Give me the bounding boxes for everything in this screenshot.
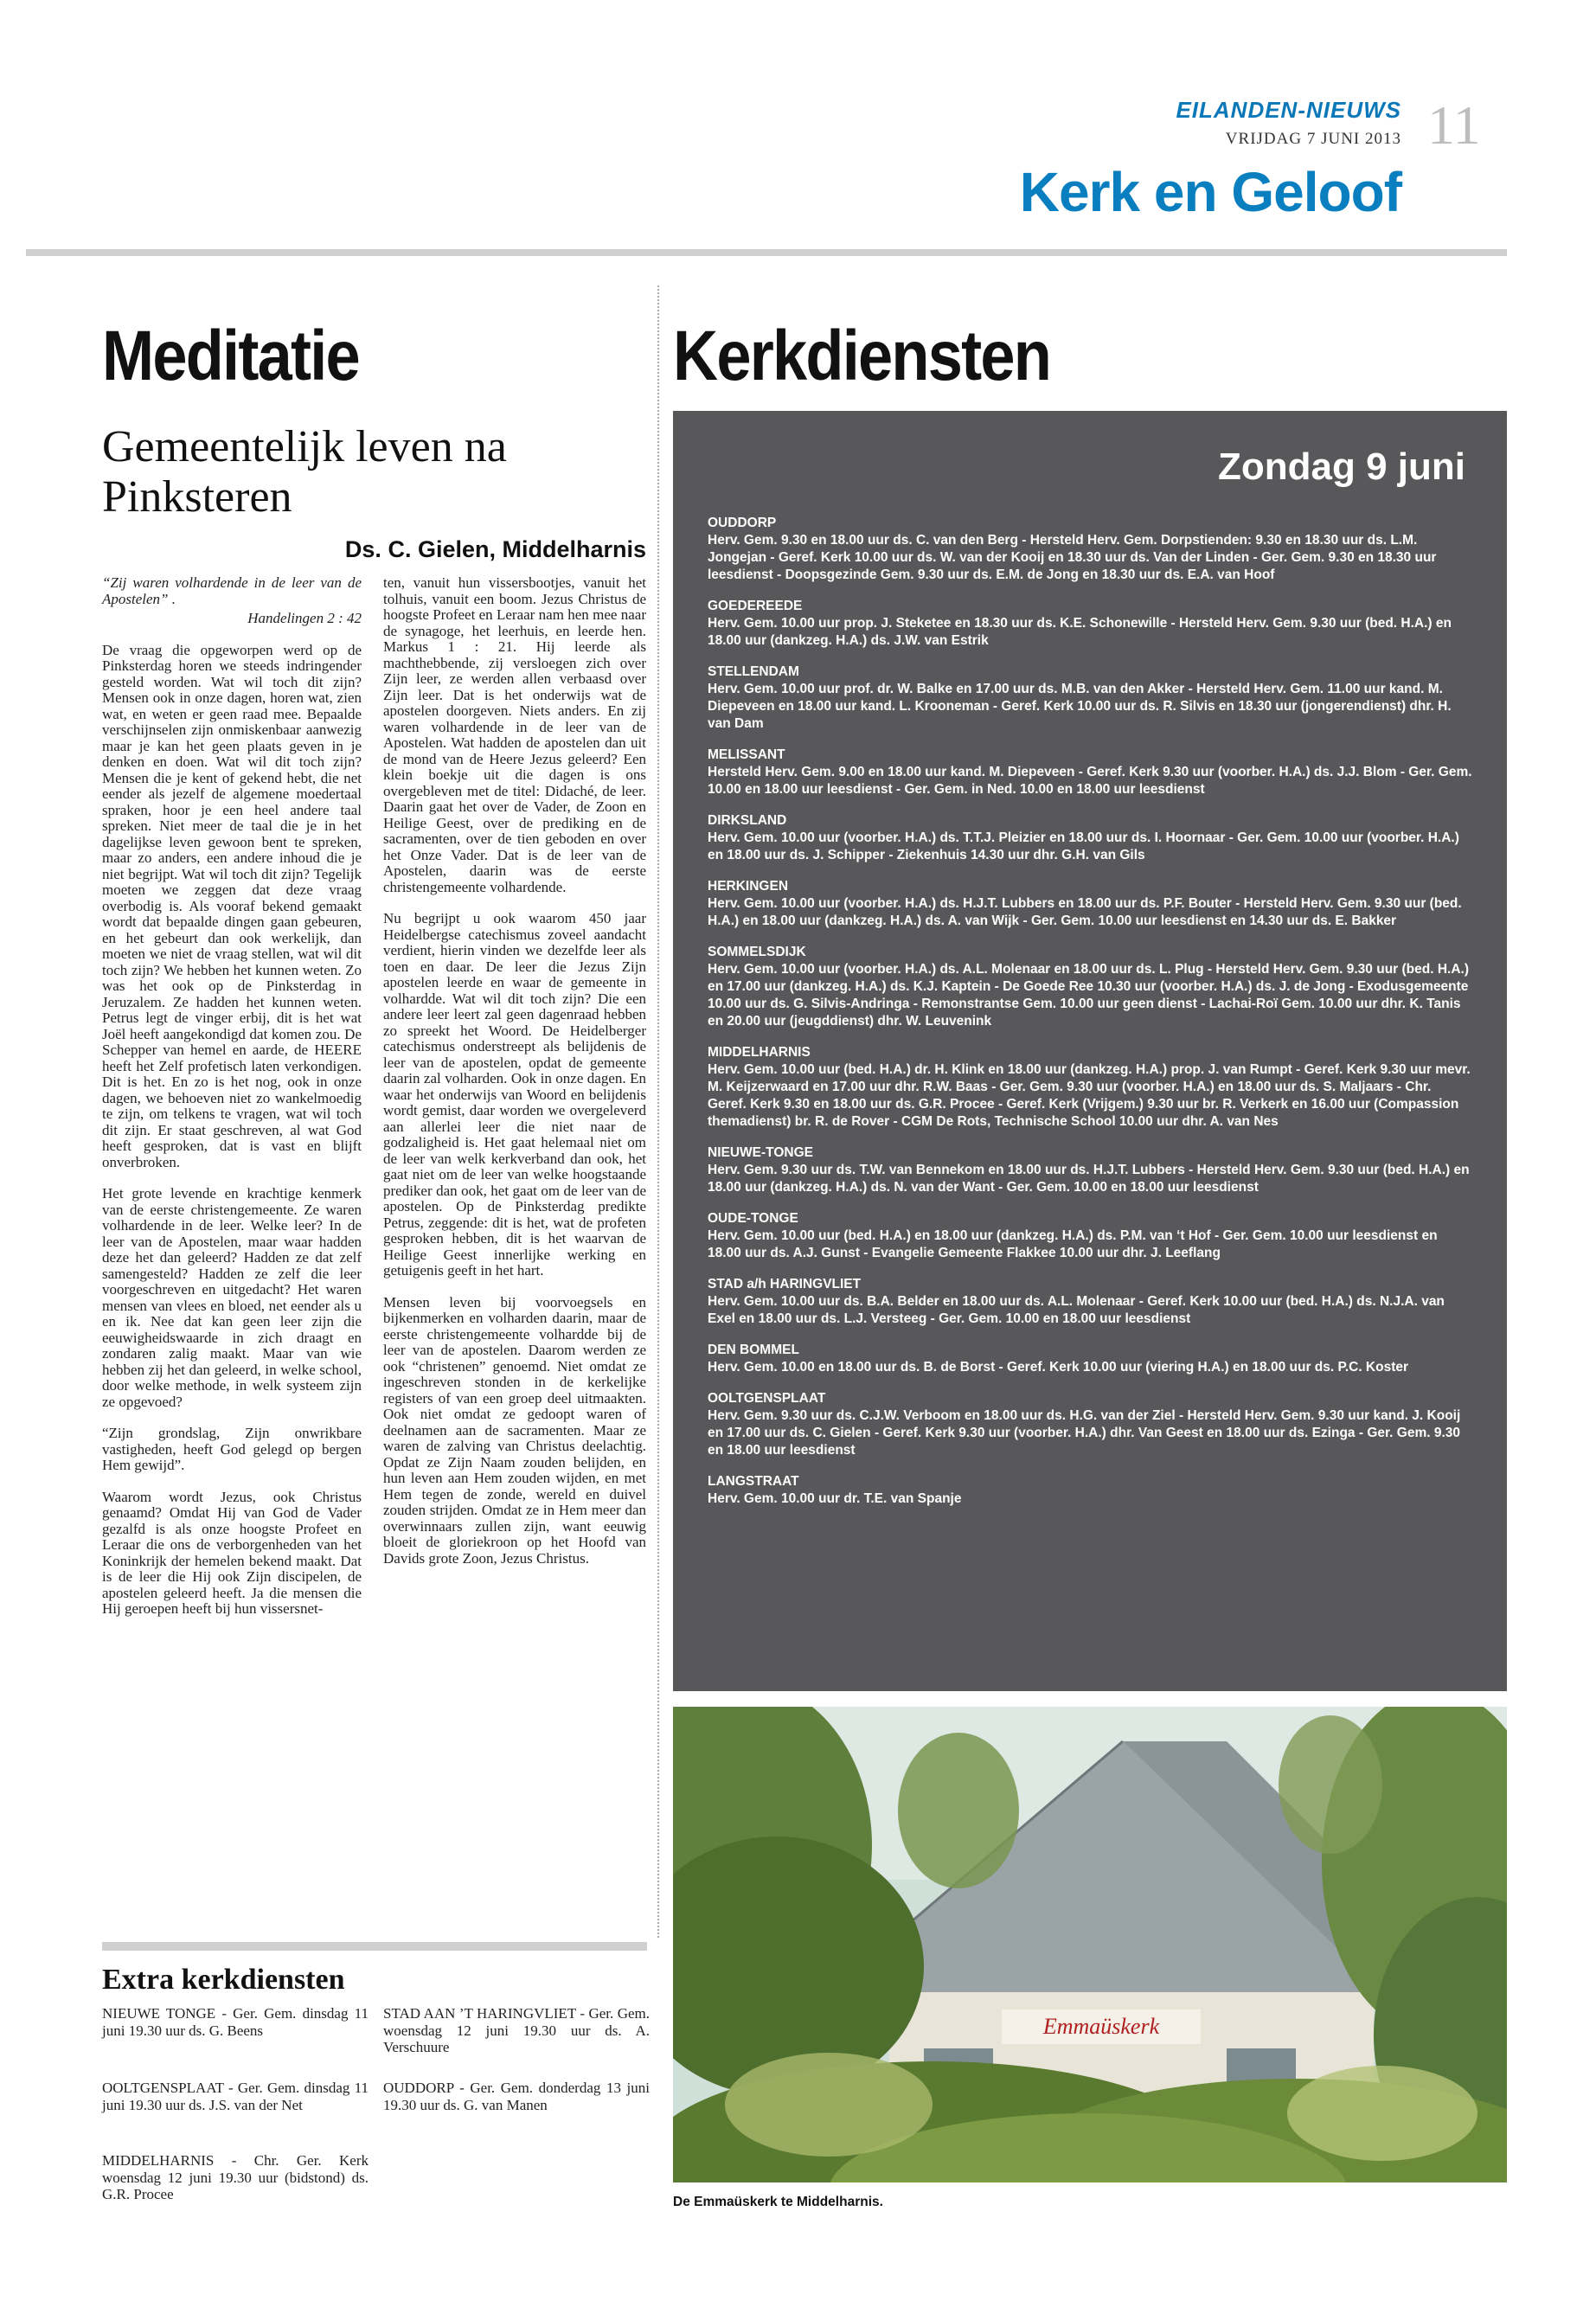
extra-item: STAD AAN ’T HARINGVLIET - Ger. Gem. woensdag 12 juni 19.30 uur ds. A. Verschuure (383, 2005, 650, 2055)
paragraph: Mensen leven bij voorvoegsels en bijkenmerken en volharden daarin, maar de eerste christengemeente volhardde bij de leer van de apostelen. Daarom werden ze ook “christenen” genoemd. Niet omdat ze ingeschreven stonden in de kerkelijke registers of van een groep deel uitmaakten. Ook niet omdat ze gedoopt waren of deelnamen aan de sacramenten. Maar ze waren de zalving van Christus deelachtig. Opdat ze Zijn Naam zouden belijden, en hun leven aan Hem zouden wijden, en met Hem tegen de zonde, wereld en duivel zouden strijden. Omdat ze in Hem meer dan overwinnaars zullen zijn, want eeuwig bloeit de gloriekroon op het Hoofd van Davids grote Zoon, Jezus Christus. (383, 1293, 646, 1567)
paragraph: “Zijn grondslag, Zijn onwrikbare vastigheden, heeft God gelegd op bergen Hem gewijd”. (102, 1425, 362, 1473)
service-text: Herv. Gem. 10.00 uur (voorber. H.A.) ds. H.J.T. Lubbers en 18.00 uur ds. P.F. Bouter - Hersteld Herv. Gem. 9.30 uur (bed. H.A.) en 18.00 uur (dankzeg. H.A.) ds. A. van Wijk - Ger. Gem. 10.00 uur leesdienst en 14.30 uur ds. E. Bakker (708, 896, 1462, 928)
paragraph: ten, vanuit hun vissersbootjes, vanuit het tolhuis, vanuit een boom. Jezus Christus de hoogste Profeet en Leraar nam hen mee naar de synagoge, het leerhuis, en leerde hen. Markus 1 : 21. Hij leerde als machthebbende, zij versloegen zich over Zijn leer, ze werden allen verbaasd over Zijn leer. Dat is het onderwijs wat de apostelen doorgeven. Niets anders. En zij waren volhardende in de leer van de Apostelen. Wat hadden de apostelen dan uit de mond van de Heere Jezus geleerd? Een klein boekje uit die dagen is ons overgebleven met de titel: Didaché, de leer. Daarin gaat het over de Vader, de Zoon en Heilige Geest, over de prediking en de sacramenten, over de tien geboden en over het Onze Vader. Dat is de leer van de Apostelen, daarin was de eerste christengemeente volhardende. (383, 574, 646, 895)
service-text: Herv. Gem. 10.00 uur (bed. H.A.) en 18.00 uur (dankzeg. H.A.) ds. P.M. van ‘t Hof - Ger. Gem. 10.00 uur leesdienst en 18.00 uur ds. A.J. Gunst - Evangelie Gemeente Flakkee 10.00 uur dhr. J. Leeflang (708, 1228, 1438, 1260)
extra-title: Extra kerkdiensten (102, 1964, 345, 1996)
meditatie-heading: Meditatie (102, 317, 359, 395)
extra-item: NIEUWE TONGE - Ger. Gem. dinsdag 11 juni 19.30 uur ds. G. Beens (102, 2005, 369, 2039)
service-place: OOLTGENSPLAAT (708, 1391, 826, 1406)
service-place: STELLENDAM (708, 664, 799, 679)
scripture-reference: Handelingen 2 : 42 (247, 610, 362, 626)
service-text: Herv. Gem. 10.00 uur prof. dr. W. Balke en 17.00 uur ds. M.B. van den Akker - Hersteld Herv. Gem. 11.00 uur kand. M. Diepeveen en 18.00 uur kand. L. Krooneman - Geref. Kerk 10.00 uur ds. R. Silvis en 18.30 uur (jongerendienst) dhr. H. van Dam (708, 682, 1452, 731)
service-place: DEN BOMMEL (708, 1343, 799, 1357)
extra-rule (102, 1942, 647, 1951)
service-block (708, 515, 1472, 584)
service-block (708, 1210, 1472, 1262)
church-sign: Emmaüskerk (1042, 2014, 1160, 2039)
service-text: Herv. Gem. 10.00 uur prop. J. Steketee en 18.30 uur ds. K.E. Schonewille - Hersteld Herv. Gem. 9.30 uur (bed. H.A.) en 18.00 uur (dankzeg. H.A.) ds. J.W. van Estrik (708, 616, 1452, 648)
extra-item: MIDDELHARNIS - Chr. Ger. Kerk woensdag 12 juni 19.30 uur (bidstond) ds. G.R. Procee (102, 2152, 369, 2202)
service-place: OUDE-TONGE (708, 1211, 798, 1226)
service-place: GOEDEREEDE (708, 599, 803, 613)
service-text: Hersteld Herv. Gem. 9.00 en 18.00 uur kand. M. Diepeveen - Geref. Kerk 9.30 uur (voorber. H.A.) ds. J.J. Blom - Ger. Gem. 10.00 en 18.00 uur leesdienst - Ger. Gem. in Ned. 10.00 en 18.00 uur leesdienst (708, 765, 1472, 797)
services-list (708, 515, 1472, 1522)
header-rule (26, 249, 1507, 256)
paragraph: De vraag die opgeworpen werd op de Pinksterdag horen we steeds indringender gesteld worden. Wat wil toch dit zijn? Mensen ook in onze dagen, horen wat, zien wat, en weten er geen raad mee. Bepaalde verschijnselen zijn onmiskenbaar aanwezig maar je kan het geen plaats geven in je denken en doen. Wat wil dit toch zijn? Mensen die je kent of gekend hebt, die net eender als jezelf de algemene moedertaal spraken, hoor je een heel andere taal spreken. Niet meer de taal die je in het dagelijkse leven gewoon bent te spreken, maar zo anders, een andere inhoud die je niet begrijpt. Wat wil toch dit zijn? Tegelijk moeten we zeggen dat deze vraag overbodig is. Als vooraf bekend gemaakt wordt dat bepaalde dingen gaan gebeuren, en het gebeurt dan ook werkelijk, dan moeten we niet de vraag stellen, wat wil dit toch zijn? We hebben het kunnen weten. Zo was het ook op de Pinksterdag in Jeruzalem. Ze hadden het kunnen weten. Petrus legt de vinger erbij, dit is het wat Joël heeft aangekondigd dat komen zou. De Schepper van hemel en aarde, de HEERE heeft het Zelf profetisch laten verkondigen. Dit is het. En zo is het nog, ook in onze dagen, we behoeven niet zo wankelmoedig te zijn, om telkens te vragen, wat wil toch dit zijn. Er staat geschreven, al wat God heeft gesproken, dat is vast en blijft onverbroken. (102, 641, 362, 1170)
column-divider (657, 285, 659, 1938)
service-text: Herv. Gem. 10.00 uur dr. T.E. van Spanje (708, 1491, 962, 1506)
service-text: Herv. Gem. 10.00 uur (voorber. H.A.) ds. T.T.J. Pleizier en 18.00 uur ds. I. Hoornaar - Ger. Gem. 10.00 uur (voorber. H.A.) en 18.00 uur ds. J. Schipper - Ziekenhuis 14.30 uur dhr. G.H. van Gils (708, 830, 1459, 862)
service-place: SOMMELSDIJK (708, 945, 806, 959)
article-title: Gemeentelijk leven na Pinksteren (102, 422, 507, 522)
service-place: NIEUWE-TONGE (708, 1145, 813, 1160)
service-block (708, 812, 1472, 864)
service-block (708, 663, 1472, 733)
service-place: STAD a/h HARINGVLIET (708, 1277, 862, 1292)
paragraph: Nu begrijpt u ook waarom 450 jaar Heidelbergse catechismus zoveel aandacht verdient, hierin vinden we dezelfde leer als toen en daar. De leer die Jezus Zijn apostelen leerde en waar de gemeente in volhardde. Wat wil dit toch zijn? Die een andere leer leert zal geen dagenraad hebben zo spreekt het Woord. De Heidelberger catechismus onderstreept als belijdenis de leer van de apostelen, opdat de gemeente daarin zal volharden. Ook in onze dagen. En waar het onderwijs van Woord en belijdenis wordt gemist, daar worden we overgeleverd aan allerlei leer die niet naar de godzaligheid is. Het gaat helemaal niet om de leer van welk kerkverband dan ook, het gaat niet om de leer van welke hoogstaande prediker dan ook, het gaat om de leer van de apostelen. Op de Pinksterdag predikte Petrus, zeggende: dit is het, wat de profeten gesproken hebben, dit is het waarvan de Heilige Geest innerlijke werking en getuigenis geeft in het hart. (383, 910, 646, 1279)
masthead: EILANDEN-NIEUWS (1176, 97, 1401, 123)
service-text: Herv. Gem. 10.00 uur (bed. H.A.) dr. H. Klink en 18.00 uur (dankzeg. H.A.) prop. J. van Rumpt - Geref. Kerk 9.30 uur mevr. M. Keijzerwaard en 17.00 uur dhr. R.W. Baas - Ger. Gem. 9.30 uur (voorber. H.A.) en 18.00 uur ds. S. Maljaars - Chr. Geref. Kerk 9.30 en 18.00 uur ds. G.R. Procee - Geref. Kerk (Vrijgem.) 9.30 uur br. R. Verkerk en 16.00 uur (Compassion themadienst) br. R. de Rover - CGM De Rots, Technische School 10.00 uur dhr. A. van Nes (708, 1062, 1471, 1129)
service-block (708, 598, 1472, 650)
service-block (708, 1144, 1472, 1196)
services-panel (673, 411, 1507, 1691)
paragraph: Waarom wordt Jezus, ook Christus genaamd? Omdat Hij van God de Vader gezalfd is als onze hoogste Profeet en Leraar die ons de verborgenheden van het Koninkrijk der hemelen bekend maakt. Dat is de leer die Hij ook Zijn discipelen, de apostelen geleerd heeft. Ja die mensen die Hij geroepen heeft bij hun vissersnet- (102, 1488, 362, 1617)
service-text: Herv. Gem. 9.30 uur ds. C.J.W. Verboom en 18.00 uur ds. H.G. van der Ziel - Hersteld Herv. Gem. 9.30 uur kand. J. Kooij en 17.00 uur ds. C. Gielen - Geref. Kerk 9.30 uur (voorber. H.A.) dhr. Van Geest en 18.00 uur ds. Ezinga - Ger. Gem. 9.30 en 18.00 uur leesdienst (708, 1408, 1461, 1458)
kerkdiensten-heading: Kerkdiensten (673, 317, 1051, 395)
service-text: Herv. Gem. 10.00 uur ds. B.A. Belder en 18.00 uur ds. A.L. Molenaar - Geref. Kerk 10.00 uur (bed. H.A.) ds. N.J.A. van Exel en 18.00 uur ds. L.J. Versteeg - Ger. Gem. 10.00 en 18.00 uur leesdienst (708, 1294, 1445, 1326)
service-place: HERKINGEN (708, 879, 789, 894)
article-column-1 (102, 575, 362, 1633)
service-place: MELISSANT (708, 747, 785, 762)
extra-item: OUDDORP - Ger. Gem. donderdag 13 juni 19.30 uur ds. G. van Manen (383, 2080, 650, 2113)
service-place: DIRKSLAND (708, 813, 787, 828)
service-place: LANGSTRAAT (708, 1474, 799, 1489)
service-text: Herv. Gem. 10.00 en 18.00 uur ds. B. de Borst - Geref. Kerk 10.00 uur (viering H.A.) en 18.00 uur ds. P.C. Koster (708, 1360, 1409, 1375)
service-date: Zondag 9 juni (1218, 445, 1465, 488)
church-photo (673, 1707, 1507, 2182)
service-text: Herv. Gem. 10.00 uur (voorber. H.A.) ds. A.L. Molenaar en 18.00 uur ds. L. Plug - Hersteld Herv. Gem. 9.30 uur (bed. H.A.) en 17.00 uur (dankzeg. H.A.) ds. K.J. Kaptein - De Goede Ree 10.30 uur (voorber. H.A.) ds. J. de Jong - Exodusgemeente 10.00 uur ds. G. Silvis-Andringa - Remonstrantse Gem. 10.00 uur geen dienst - Lachai-Roï Gem. 10.00 uur dhr. K. Tanis en 20.00 uur (jeugddienst) dhr. W. Leuvenink (708, 962, 1469, 1029)
service-text: Herv. Gem. 9.30 uur ds. T.W. van Bennekom en 18.00 uur ds. H.J.T. Lubbers - Hersteld Herv. Gem. 9.30 uur (bed. H.A.) en 18.00 uur (dankzeg. H.A.) ds. N. van der Want - Ger. Gem. 10.00 en 18.00 uur leesdienst (708, 1163, 1470, 1195)
paragraph: Het grote levende en krachtige kenmerk van de eerste christengemeente. Ze waren volhardende in de leer. Welke leer? In de leer van de Apostelen, maar waar hadden deze het dan geleerd? Hadden ze dat zelf samengesteld? Hadden ze zelf die leer voorgeschreven en uitgedacht? Het waren mensen van vlees en bloed, net eender als u en ik. Nee dat kan geen leer zijn die eeuwigheidswaarde in zich draagt en zondaren zalig maakt. Maar van wie hebben zij het dan geleerd, in welke school, door welke methode, in welk systeem zijn ze opgevoed? (102, 1185, 362, 1410)
service-block (708, 1276, 1472, 1328)
service-block (708, 1390, 1472, 1459)
service-block (708, 747, 1472, 798)
service-text: Herv. Gem. 9.30 en 18.00 uur ds. C. van den Berg - Hersteld Herv. Gem. Dorpstienden: 9.30 en 18.30 uur ds. L.M. Jongejan - Geref. Kerk 10.00 uur ds. W. van der Kooij en 18.30 uur ds. Van der Linden - Ger. Gem. 9.30 en 18.30 uur leesdienst - Doopsgezinde Gem. 9.30 uur ds. E.M. de Jong en 18.30 uur ds. E.A. van Hoof (708, 533, 1437, 582)
photo-caption: De Emmaüskerk te Middelharnis. (673, 2195, 883, 2209)
page-number: 11 (1427, 94, 1481, 156)
extra-item: OOLTGENSPLAAT - Ger. Gem. dinsdag 11 juni 19.30 uur ds. J.S. van der Net (102, 2080, 369, 2113)
section-title: Kerk en Geloof (1019, 161, 1401, 223)
byline: Ds. C. Gielen, Middelharnis (344, 536, 646, 562)
dateline: VRIJDAG 7 JUNI 2013 (1225, 130, 1401, 148)
scripture-quote: “Zij waren volhardende in de leer van de Apostelen” . (102, 574, 362, 607)
service-place: OUDDORP (708, 516, 777, 530)
service-block (708, 944, 1472, 1030)
service-block (708, 878, 1472, 930)
service-block (708, 1044, 1472, 1131)
church-photo-illustration (673, 1707, 1507, 2182)
service-place: MIDDELHARNIS (708, 1045, 811, 1060)
service-block (708, 1342, 1472, 1376)
article-column-2 (383, 575, 646, 1582)
service-block (708, 1473, 1472, 1508)
